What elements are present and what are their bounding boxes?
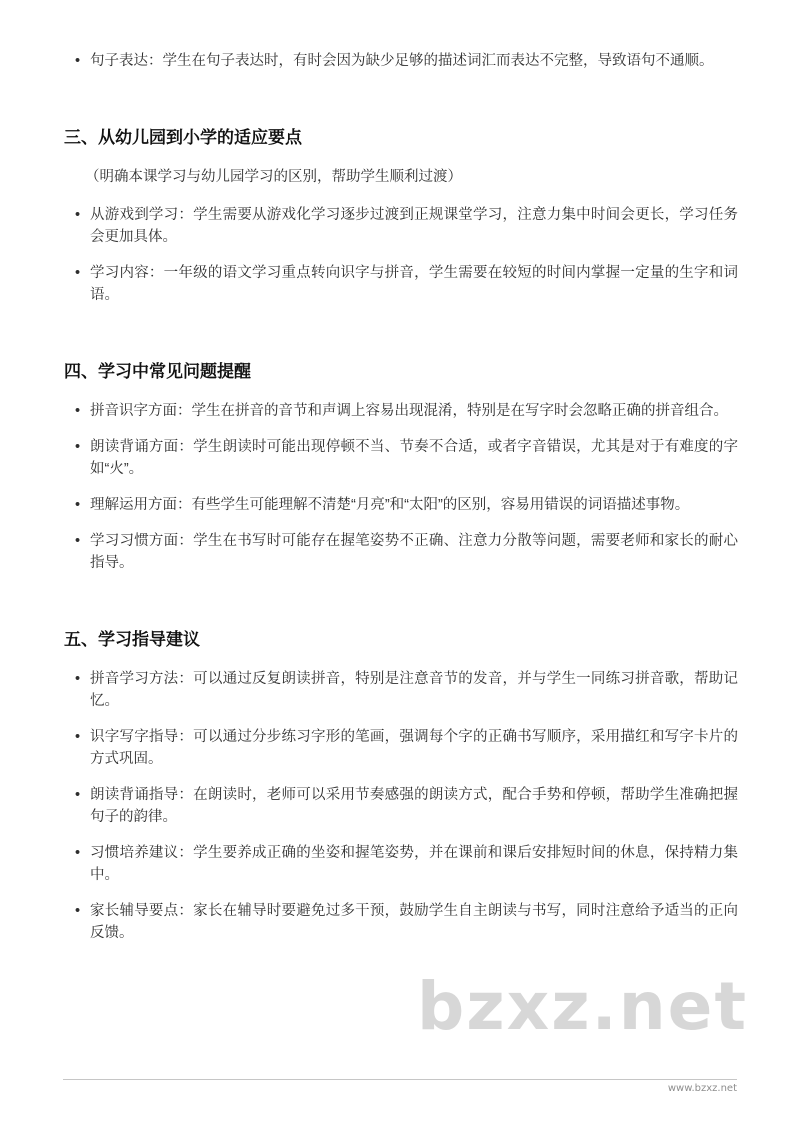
section-note: （明确本课学习与幼儿园学习的区别，帮助学生顺利过渡） [85,169,462,185]
bullet-item: • 识字写字指导：可以通过分步练习字形的笔画，强调每个字的正确书写顺序，采用描红和写字卡片的方式巩固。 [64,726,738,770]
bullet-item: • 从游戏到学习：学生需要从游戏化学习逐步过渡到正规课堂学习，注意力集中时间会更长，学习任务会更加具体。 [64,204,738,248]
section-guidance-suggestions [64,628,738,944]
bullet-list [64,668,738,944]
bullet-item: • 拼音识字方面：学生在拼音的音节和声调上容易出现混淆，特别是在写字时会忽略正确的拼音组合。 [64,400,738,422]
site-watermark: bzxz.net [416,968,748,1045]
intro-bullet-list [64,50,738,72]
bullet-item: • 朗读背诵指导：在朗读时，老师可以采用节奏感强的朗读方式，配合手势和停顿，帮助学生准确把握句子的韵律。 [64,784,738,828]
bullet-list [64,204,738,306]
bullet-item: • 句子表达：学生在句子表达时，有时会因为缺少足够的描述词汇而表达不完整，导致语句不通顺。 [64,50,738,72]
section-common-problems [64,360,738,574]
bullet-item: • 学习内容：一年级的语文学习重点转向识字与拼音，学生需要在较短的时间内掌握一定量的生字和词语。 [64,262,738,306]
section-heading: 四、学习中常见问题提醒 [64,362,251,381]
section-heading: 三、从幼儿园到小学的适应要点 [64,128,302,147]
section-kindergarten-to-primary [64,126,738,306]
bullet-item: • 理解运用方面：有些学生可能理解不清楚“月亮”和“太阳”的区别，容易用错误的词语描述事物。 [64,494,738,516]
bullet-item: • 拼音学习方法：可以通过反复朗读拼音，特别是注意音节的发音，并与学生一同练习拼音歌，帮助记忆。 [64,668,738,712]
bullet-item: • 学习习惯方面：学生在书写时可能存在握笔姿势不正确、注意力分散等问题，需要老师和家长的耐心指导。 [64,530,738,574]
bullet-item: • 习惯培养建议：学生要养成正确的坐姿和握笔姿势，并在课前和课后安排短时间的休息，保持精力集中。 [64,842,738,886]
page-footer [63,1079,737,1096]
section-heading: 五、学习指导建议 [64,630,200,649]
bullet-list [64,400,738,574]
footer-site-url: www.bzxz.net [667,1083,737,1094]
bullet-item: • 朗读背诵方面：学生朗读时可能出现停顿不当、节奏不合适，或者字音错误，尤其是对于有难度的字如“火”。 [64,436,738,480]
bullet-item: • 家长辅导要点：家长在辅导时要避免过多干预，鼓励学生自主朗读与书写，同时注意给予适当的正向反馈。 [64,900,738,944]
